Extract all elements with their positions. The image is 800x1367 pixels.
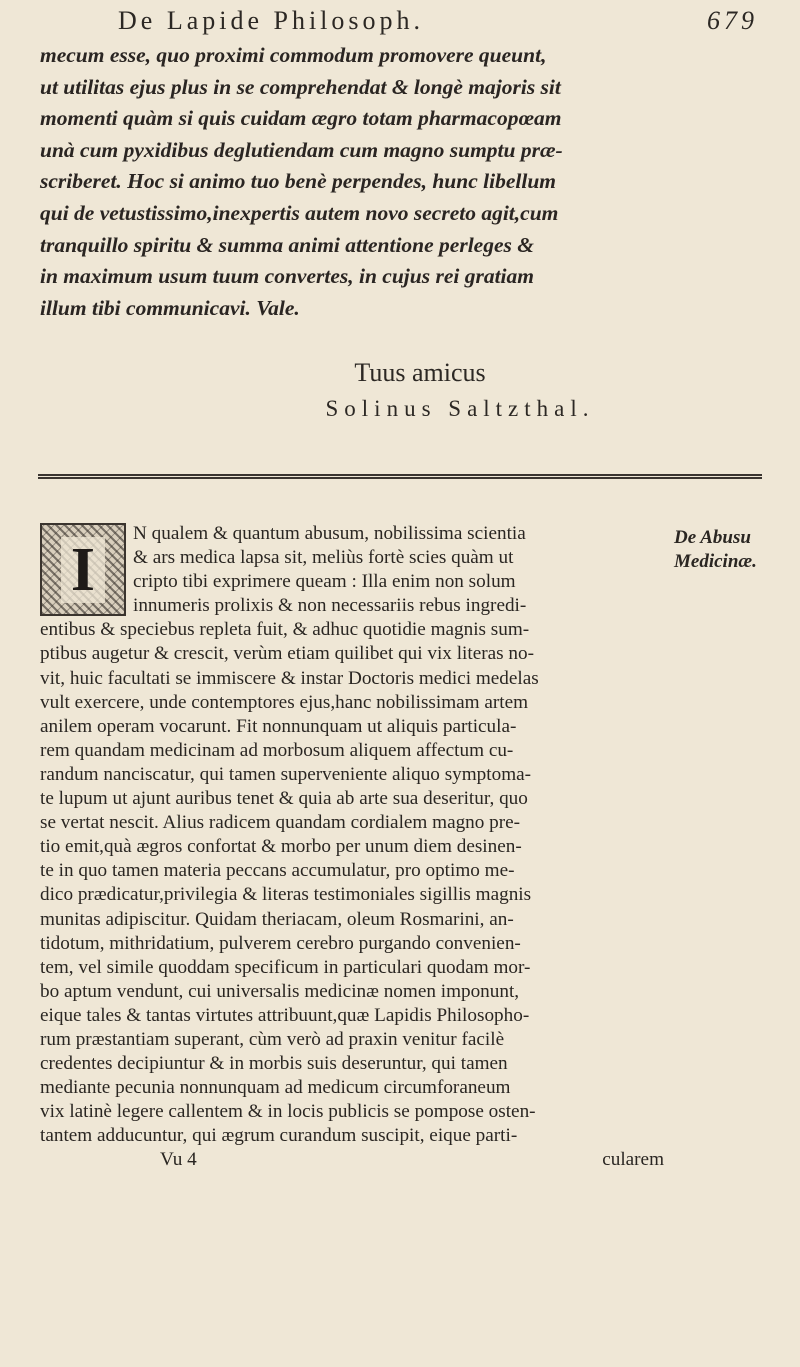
preface-line: illum tibi communicavi. Vale. xyxy=(40,295,300,320)
body-line: rum præstantiam superant, cùm verò ad praxin venitur facilè xyxy=(40,1028,505,1050)
body-line: N qualem & quantum abusum, nobilissima scientia xyxy=(133,523,526,544)
running-head xyxy=(118,6,758,36)
body-line: se vertat nescit. Alius radicem quandam cordialem magno pre- xyxy=(40,812,521,834)
preface-line: ut utilitas ejus plus in se comprehendat & longè majoris sit xyxy=(40,74,561,99)
initial-letter: I xyxy=(61,537,105,603)
body-line: te in quo tamen materia peccans accumulatur, pro optimo me- xyxy=(40,860,515,882)
preface-line: unà cum pyxidibus deglutiendam cum magno sumptu præ- xyxy=(40,137,563,162)
body-line: tio emit,quà ægros confortat & morbo per unum diem desinen- xyxy=(40,836,522,858)
body-line: vix latinè legere callentem & in locis publicis se pompose osten- xyxy=(40,1101,536,1123)
body-line: ptibus augetur & crescit, verùm etiam quilibet qui vix literas no- xyxy=(40,643,534,665)
preface-line: momenti quàm si quis cuidam ægro totam pharmacopœam xyxy=(40,106,562,131)
body-line: tidotum, mithridatium, pulverem cerebro purgando convenien- xyxy=(40,932,521,954)
body-line: & ars medica lapsa sit, meliùs fortè scies quàm ut xyxy=(133,547,514,569)
body-line: vit, huic facultati se immiscere & instar Doctoris medici medelas xyxy=(40,667,539,689)
catchword: cularem xyxy=(602,1149,664,1171)
preface-line: scriberet. Hoc si animo tuo benè perpendes, hunc libellum xyxy=(40,169,557,194)
section-divider xyxy=(38,474,762,479)
footer-line xyxy=(40,1148,664,1172)
body-line: rem quandam medicinam ad morbosum aliquem affectum cu- xyxy=(40,739,514,761)
marginal-note-line: De Abusu xyxy=(674,527,751,548)
body-paragraph xyxy=(40,522,664,1173)
running-title: De Lapide Philosoph. xyxy=(118,6,425,35)
body-line: credentes decipiuntur & in morbis suis deseruntur, qui tamen xyxy=(40,1053,508,1075)
body-line: randum nanciscatur, qui tamen superveniente aliquo symptoma- xyxy=(40,763,532,785)
body-line: tem, vel simile quoddam specificum in particulari quodam mor- xyxy=(40,956,531,978)
signature-mark: Vu 4 xyxy=(160,1149,197,1171)
marginal-note xyxy=(674,526,800,574)
preface-line: in maximum usum tuum convertes, in cujus rei gratiam xyxy=(40,264,535,289)
marginal-note-line: Medicinæ. xyxy=(674,551,757,572)
body-line: dico prædicatur,privilegia & literas testimoniales sigillis magnis xyxy=(40,884,532,906)
closing-salutation: Tuus amicus xyxy=(354,358,486,387)
body-line: mediante pecunia nonnunquam ad medicum circumforaneum xyxy=(40,1077,511,1099)
body-line: entibus & speciebus repleta fuit, & adhuc quotidie magnis sum- xyxy=(40,619,530,641)
body-line: tantem adducuntur, qui ægrum curandum suscipit, eique parti- xyxy=(40,1125,518,1147)
preface-line: tranquillo spiritu & summa animi attentione perleges & xyxy=(40,232,534,257)
preface-paragraph xyxy=(40,40,760,324)
preface-line: qui de vetustissimo,inexpertis autem novo secreto agit,cum xyxy=(40,200,559,225)
body-line: cripto tibi exprimere queam : Illa enim non solum xyxy=(133,571,516,593)
page-number: 679 xyxy=(707,6,758,35)
body-line: vult exercere, unde contemptores ejus,hanc nobilissimam artem xyxy=(40,691,529,713)
body-line: eique tales & tantas virtutes attribuunt,quæ Lapidis Philosopho- xyxy=(40,1004,530,1026)
body-line: te lupum ut ajunt auribus tenet & quia ab arte sua deseritur, quo xyxy=(40,788,528,810)
author-signature: Solinus Saltzthal. xyxy=(325,396,595,421)
body-line: anilem operam vocarunt. Fit nonnunquam ut aliquis particula- xyxy=(40,715,517,737)
body-line: munitas adipiscitur. Quidam theriacam, oleum Rosmarini, an- xyxy=(40,908,514,930)
preface-line: mecum esse, quo proximi commodum promovere queunt, xyxy=(40,43,547,67)
body-line: innumeris prolixis & non necessariis rebus ingredi- xyxy=(133,595,527,617)
body-line: bo aptum vendunt, cui universalis medicinæ nomen imponunt, xyxy=(40,980,520,1002)
